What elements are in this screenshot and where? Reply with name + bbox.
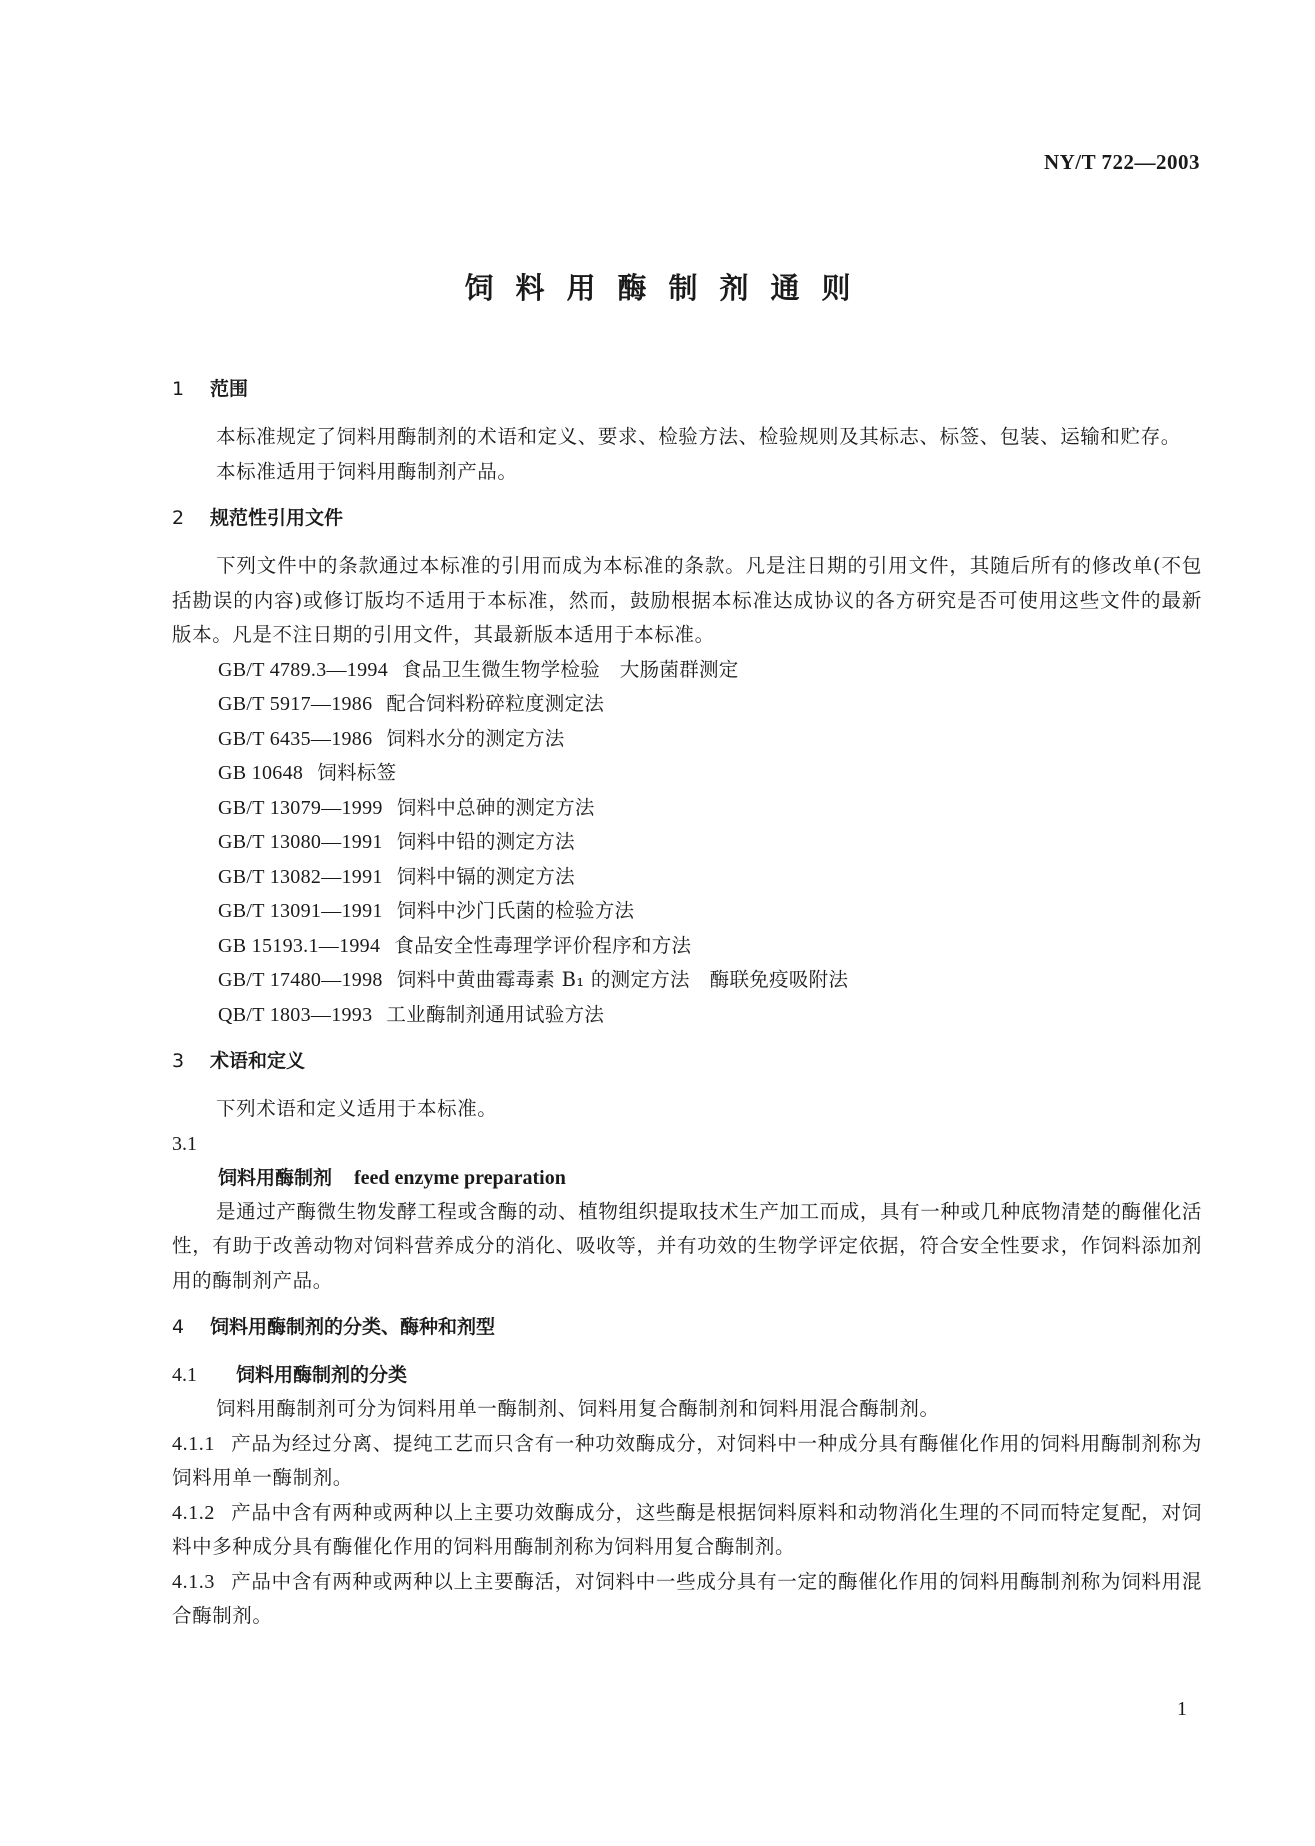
reference-code: GB/T 6435—1986 <box>218 727 373 750</box>
reference-list <box>218 653 1202 1033</box>
reference-code: GB/T 5917—1986 <box>218 693 373 715</box>
reference-item <box>218 929 1202 964</box>
subsection-number: 4.1 <box>172 1364 197 1386</box>
reference-name: 食品卫生微生物学检验 大肠菌群测定 <box>402 657 739 681</box>
subsection-title: 饲料用酶制剂的分类 <box>236 1364 408 1386</box>
subclause-number: 3.1 <box>172 1132 197 1155</box>
term-chinese: 饲料用酶制剂 <box>218 1166 333 1189</box>
clause-text: 产品中含有两种或两种以上主要酶活，对饲料中一些成分具有一定的酶催化作用的饲料用酶制剂称为饲料用混合酶制剂。 <box>172 1569 1202 1627</box>
section-2-heading <box>172 501 1202 535</box>
reference-code: GB/T 17480—1998 <box>218 969 383 991</box>
reference-code: GB/T 13079—1999 <box>218 796 383 819</box>
section-title: 饲料用酶制剂的分类、酶种和剂型 <box>210 1316 496 1338</box>
clause-text: 产品中含有两种或两种以上主要功效酶成分，这些酶是根据饲料原料和动物消化生理的不同而特定复配，对饲料中多种成分具有酶催化作用的饲料用酶制剂称为饲料用复合酶制剂。 <box>172 1500 1202 1558</box>
section-title: 范围 <box>210 378 249 400</box>
paragraph: 下列文件中的条款通过本标准的引用而成为本标准的条款。凡是注日期的引用文件，其随后所有的修改单(不包括勘误的内容)或修订版均不适用于本标准，然而，鼓励根据本标准达成协议的各方研究是否可使用这些文件的最新版本。凡是不注日期的引用文件，其最新版本适用于本标准。 <box>172 554 1202 646</box>
reference-code: QB/T 1803—1993 <box>218 1003 373 1026</box>
clause-4-1-3 <box>172 1565 1202 1634</box>
section-number: 1 <box>172 378 185 400</box>
section-1-heading <box>172 372 1202 406</box>
standard-number: NY/T 722—2003 <box>1043 150 1200 174</box>
reference-item <box>218 791 1202 826</box>
section-number: 3 <box>172 1050 185 1072</box>
clause-number: 4.1.1 <box>172 1432 215 1455</box>
reference-code: GB 15193.1—1994 <box>218 934 381 957</box>
paragraph: 饲料用酶制剂可分为饲料用单一酶制剂、饲料用复合酶制剂和饲料用混合酶制剂。 <box>216 1397 940 1420</box>
reference-item <box>218 653 1202 688</box>
reference-item <box>218 860 1202 895</box>
term-definition: 是通过产酶微生物发酵工程或含酶的动、植物组织提取技术生产加工而成，具有一种或几种底物清楚的酶催化活性，有助于改善动物对饲料营养成分的消化、吸收等，并有功效的生物学评定依据，符合安全性要求，作饲料添加剂用的酶制剂产品。 <box>172 1199 1202 1292</box>
term-english: feed enzyme preparation <box>354 1166 566 1189</box>
document-title: 饲料用酶制剂通则 <box>464 271 873 305</box>
section-4-heading <box>172 1310 1202 1344</box>
reference-name: 饲料中黄曲霉毒素 B₁ 的测定方法 酶联免疫吸附法 <box>396 968 849 991</box>
reference-code: GB/T 13091—1991 <box>218 900 383 922</box>
reference-item <box>218 825 1202 860</box>
reference-name: 配合饲料粉碎粒度测定法 <box>386 692 605 715</box>
reference-name: 饲料中镉的测定方法 <box>396 864 575 888</box>
reference-name: 饲料中沙门氏菌的检验方法 <box>396 899 635 922</box>
document-body <box>172 372 1202 1634</box>
section-title: 术语和定义 <box>210 1050 306 1072</box>
clause-number: 4.1.3 <box>172 1570 215 1593</box>
paragraph: 本标准适用于饲料用酶制剂产品。 <box>216 459 518 483</box>
reference-name: 饲料标签 <box>317 761 397 784</box>
section-number: 2 <box>172 507 185 529</box>
paragraph: 下列术语和定义适用于本标准。 <box>216 1097 498 1120</box>
reference-code: GB/T 4789.3—1994 <box>218 658 388 681</box>
reference-item <box>218 756 1202 791</box>
reference-item <box>218 722 1202 757</box>
reference-code: GB/T 13082—1991 <box>218 865 383 888</box>
page-number: 1 <box>1177 1698 1187 1720</box>
reference-code: GB/T 13080—1991 <box>218 831 383 853</box>
subsection-4-1-heading <box>172 1358 1202 1392</box>
clause-4-1-2 <box>172 1496 1202 1565</box>
clause-4-1-1 <box>172 1427 1202 1496</box>
reference-item <box>218 687 1202 722</box>
reference-item <box>218 998 1202 1033</box>
section-title: 规范性引用文件 <box>210 507 344 529</box>
reference-item <box>218 894 1202 929</box>
reference-name: 饲料中铅的测定方法 <box>396 830 575 853</box>
clause-text: 产品为经过分离、提纯工艺而只含有一种功效酶成分，对饲料中一种成分具有酶催化作用的饲料用酶制剂称为饲料用单一酶制剂。 <box>172 1431 1202 1489</box>
reference-name: 饲料水分的测定方法 <box>386 726 565 750</box>
reference-name: 工业酶制剂通用试验方法 <box>386 1002 605 1026</box>
reference-name: 食品安全性毒理学评价程序和方法 <box>394 933 692 957</box>
reference-item <box>218 963 1202 998</box>
section-number: 4 <box>172 1316 185 1338</box>
term-entry <box>218 1161 1202 1195</box>
reference-name: 饲料中总砷的测定方法 <box>396 795 595 819</box>
clause-number: 4.1.2 <box>172 1501 215 1524</box>
section-3-heading <box>172 1044 1202 1078</box>
paragraph: 本标准规定了饲料用酶制剂的术语和定义、要求、检验方法、检验规则及其标志、标签、包装、运输和贮存。 <box>216 425 1181 448</box>
reference-code: GB 10648 <box>218 762 304 784</box>
